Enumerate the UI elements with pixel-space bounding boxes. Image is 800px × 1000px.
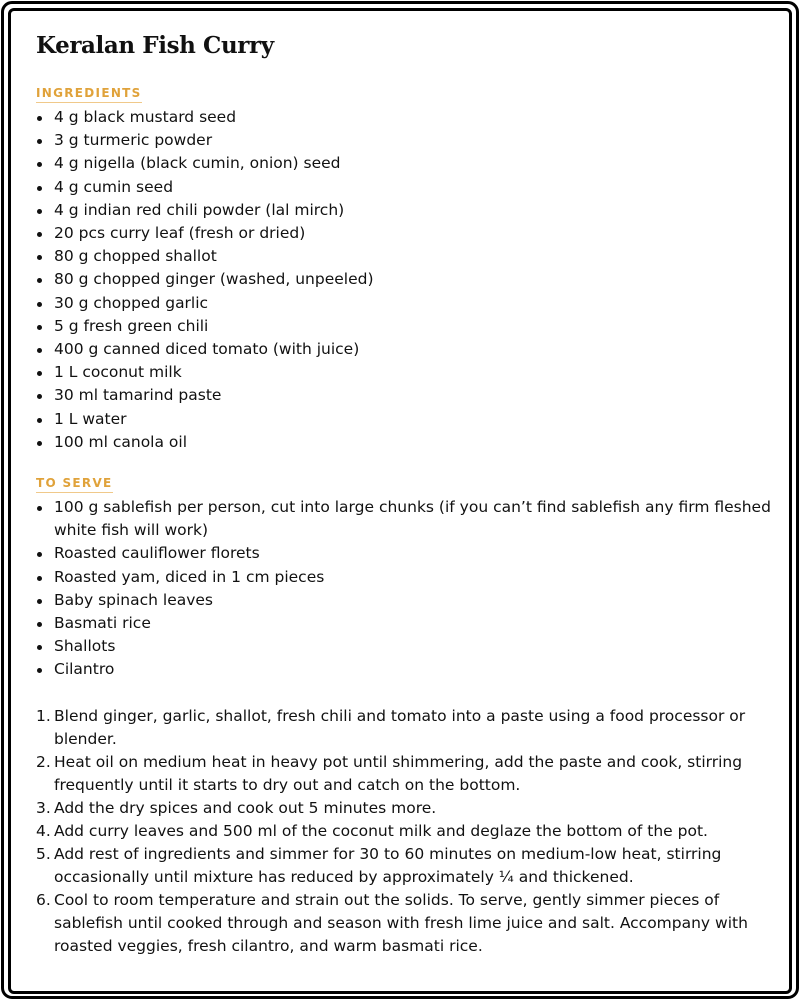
bullet-icon bbox=[37, 209, 42, 214]
list-item: 80 g chopped shallot bbox=[36, 245, 771, 268]
list-item: 100 ml canola oil bbox=[36, 431, 771, 454]
step-text: Add curry leaves and 500 ml of the coconut milk and deglaze the bottom of the pot. bbox=[54, 821, 708, 840]
bullet-icon bbox=[37, 162, 42, 167]
list-item: 20 pcs curry leaf (fresh or dried) bbox=[36, 222, 771, 245]
bullet-icon bbox=[37, 278, 42, 283]
list-item: 4 g indian red chili powder (lal mirch) bbox=[36, 199, 771, 222]
list-item: 30 ml tamarind paste bbox=[36, 384, 771, 407]
step-item bbox=[36, 843, 771, 889]
recipe-card bbox=[36, 28, 771, 958]
step-number: 5. bbox=[36, 844, 51, 863]
bullet-icon bbox=[37, 506, 42, 511]
bullet-icon bbox=[37, 348, 42, 353]
list-item: 4 g nigella (black cumin, onion) seed bbox=[36, 152, 771, 175]
bullet-icon bbox=[37, 186, 42, 191]
step-item bbox=[36, 889, 771, 958]
ingredients-list bbox=[36, 106, 771, 454]
bullet-icon bbox=[37, 576, 42, 581]
bullet-icon bbox=[37, 255, 42, 260]
step-item bbox=[36, 705, 771, 751]
step-item bbox=[36, 751, 771, 797]
step-item bbox=[36, 797, 771, 820]
list-item: Roasted cauliflower florets bbox=[36, 542, 771, 565]
step-item bbox=[36, 820, 771, 843]
list-item: Baby spinach leaves bbox=[36, 589, 771, 612]
step-number: 1. bbox=[36, 706, 51, 725]
bullet-icon bbox=[37, 394, 42, 399]
list-item: 3 g turmeric powder bbox=[36, 129, 771, 152]
step-number: 6. bbox=[36, 890, 51, 909]
list-item: Basmati rice bbox=[36, 612, 771, 635]
bullet-icon bbox=[37, 116, 42, 121]
step-text: Add rest of ingredients and simmer for 30 to 60 minutes on medium-low heat, stirring occasionally until mixture has reduced by approximately ¼ and thickened. bbox=[54, 844, 722, 886]
list-item: 100 g sablefish per person, cut into large chunks (if you can’t find sablefish any firm fleshed white fish will work) bbox=[36, 496, 771, 542]
step-text: Heat oil on medium heat in heavy pot until shimmering, add the paste and cook, stirring frequently until it starts to dry out and catch on the bottom. bbox=[54, 752, 743, 794]
list-item: 4 g black mustard seed bbox=[36, 106, 771, 129]
list-item: 4 g cumin seed bbox=[36, 176, 771, 199]
bullet-icon bbox=[37, 645, 42, 650]
list-item: Cilantro bbox=[36, 658, 771, 681]
bullet-icon bbox=[37, 668, 42, 673]
list-item: Roasted yam, diced in 1 cm pieces bbox=[36, 566, 771, 589]
bullet-icon bbox=[37, 232, 42, 237]
list-item: 1 L coconut milk bbox=[36, 361, 771, 384]
bullet-icon bbox=[37, 139, 42, 144]
list-item: 400 g canned diced tomato (with juice) bbox=[36, 338, 771, 361]
step-number: 2. bbox=[36, 752, 51, 771]
to-serve-heading: TO SERVE bbox=[36, 476, 113, 493]
to-serve-list bbox=[36, 496, 771, 682]
list-item: Shallots bbox=[36, 635, 771, 658]
step-text: Blend ginger, garlic, shallot, fresh chili and tomato into a paste using a food processor or blender. bbox=[54, 706, 746, 748]
list-item: 1 L water bbox=[36, 408, 771, 431]
step-text: Cool to room temperature and strain out the solids. To serve, gently simmer pieces of sablefish until cooked through and season with fresh lime juice and salt. Accompany with roasted veggies, fresh cilantro, and warm basmati rice. bbox=[54, 890, 748, 955]
list-item: 30 g chopped garlic bbox=[36, 292, 771, 315]
bullet-icon bbox=[37, 371, 42, 376]
bullet-icon bbox=[37, 302, 42, 307]
bullet-icon bbox=[37, 441, 42, 446]
recipe-title: Keralan Fish Curry bbox=[36, 32, 274, 59]
bullet-icon bbox=[37, 622, 42, 627]
step-text: Add the dry spices and cook out 5 minutes more. bbox=[54, 798, 437, 817]
ingredients-heading: INGREDIENTS bbox=[36, 86, 142, 103]
bullet-icon bbox=[37, 599, 42, 604]
step-number: 3. bbox=[36, 798, 51, 817]
bullet-icon bbox=[37, 418, 42, 423]
method-steps bbox=[36, 705, 771, 958]
list-item: 80 g chopped ginger (washed, unpeeled) bbox=[36, 268, 771, 291]
bullet-icon bbox=[37, 325, 42, 330]
step-number: 4. bbox=[36, 821, 51, 840]
bullet-icon bbox=[37, 552, 42, 557]
list-item: 5 g fresh green chili bbox=[36, 315, 771, 338]
